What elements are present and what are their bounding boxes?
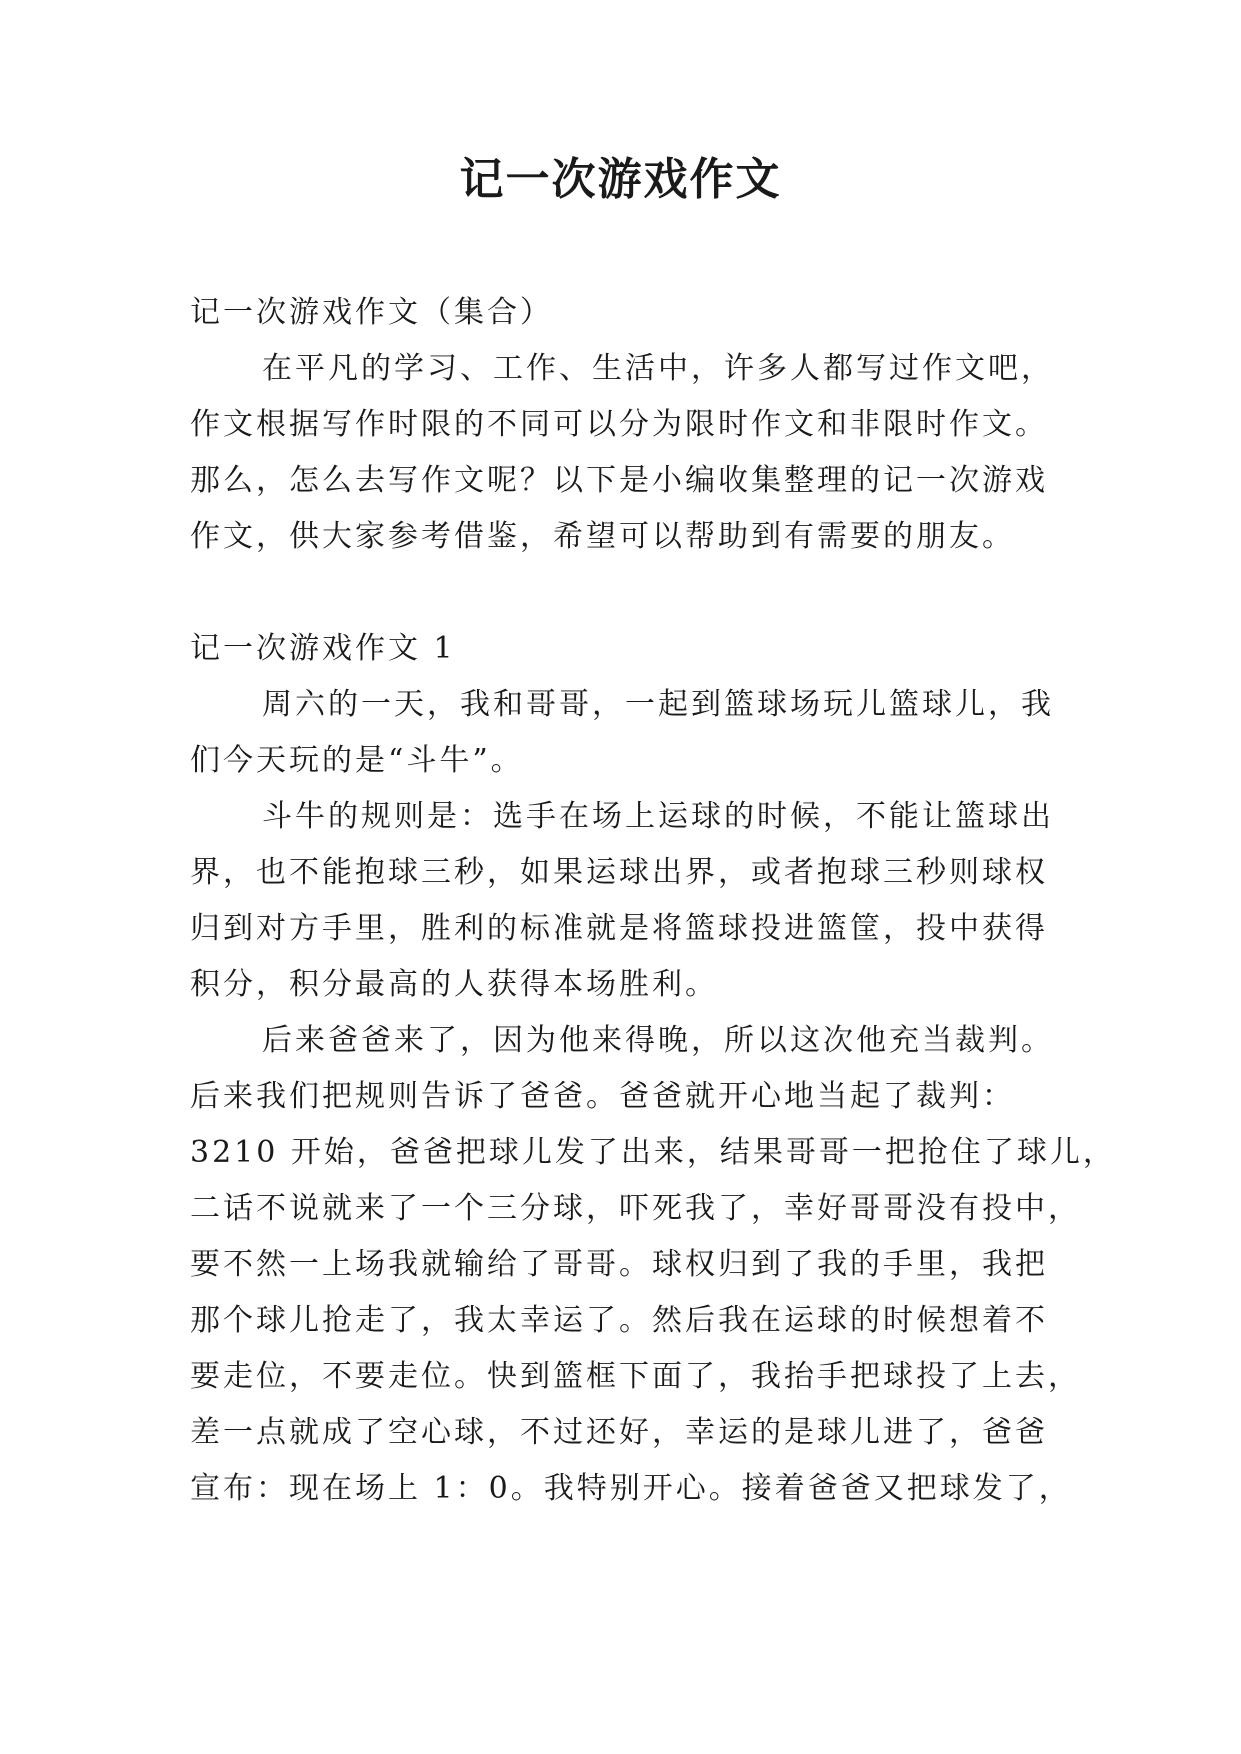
text-line: 记一次游戏作文 1 [190, 631, 456, 666]
paragraph-first-line: 后来爸爸来了，因为他来得晚，所以这次他充当裁判。 [262, 1023, 1054, 1058]
paragraph-first-line: 斗牛的规则是：选手在场上运球的时候，不能让篮球出 [262, 799, 1054, 834]
text-line: 要不然一上场我就输给了哥哥。球权归到了我的手里，我把 [190, 1247, 1048, 1282]
text-line: 归到对方手里，胜利的标准就是将篮球投进篮筐，投中获得 [190, 911, 1048, 946]
document-body [190, 285, 1116, 1517]
text-line: 那么，怎么去写作文呢？以下是小编收集整理的记一次游戏 [190, 463, 1048, 498]
text-line: 那个球儿抢走了，我太幸运了。然后我在运球的时候想着不 [190, 1303, 1048, 1338]
paragraph-gap [190, 565, 1070, 621]
text-line: 积分，积分最高的人获得本场胜利。 [190, 967, 718, 1002]
text-line: 后来我们把规则告诉了爸爸。爸爸就开心地当起了裁判： [190, 1079, 1015, 1114]
text-line: 作文，供大家参考借鉴，希望可以帮助到有需要的朋友。 [190, 519, 1015, 554]
text-line: 二话不说就来了一个三分球，吓死我了，幸好哥哥没有投中， [190, 1191, 1081, 1226]
paragraph-first-line: 周六的一天，我和哥哥，一起到篮球场玩儿篮球儿，我 [262, 687, 1054, 722]
text-line: 宣布：现在场上 1：0。我特别开心。接着爸爸又把球发了， [190, 1471, 1072, 1506]
text-line: 要走位，不要走位。快到篮框下面了，我抬手把球投了上去， [190, 1359, 1081, 1394]
text-line: 3210 开始，爸爸把球儿发了出来，结果哥哥一把抢住了球儿， [190, 1135, 1116, 1170]
paragraph-first-line: 在平凡的学习、工作、生活中，许多人都写过作文吧， [262, 351, 1054, 386]
text-line: 作文根据写作时限的不同可以分为限时作文和非限时作文。 [190, 407, 1048, 442]
text-line: 界，也不能抱球三秒，如果运球出界，或者抱球三秒则球权 [190, 855, 1048, 890]
document-title: 记一次游戏作文 [459, 154, 782, 205]
text-line: 们今天玩的是“斗牛”。 [190, 743, 524, 778]
text-line: 差一点就成了空心球，不过还好，幸运的是球儿进了，爸爸 [190, 1415, 1048, 1450]
text-line: 记一次游戏作文（集合） [190, 295, 553, 330]
